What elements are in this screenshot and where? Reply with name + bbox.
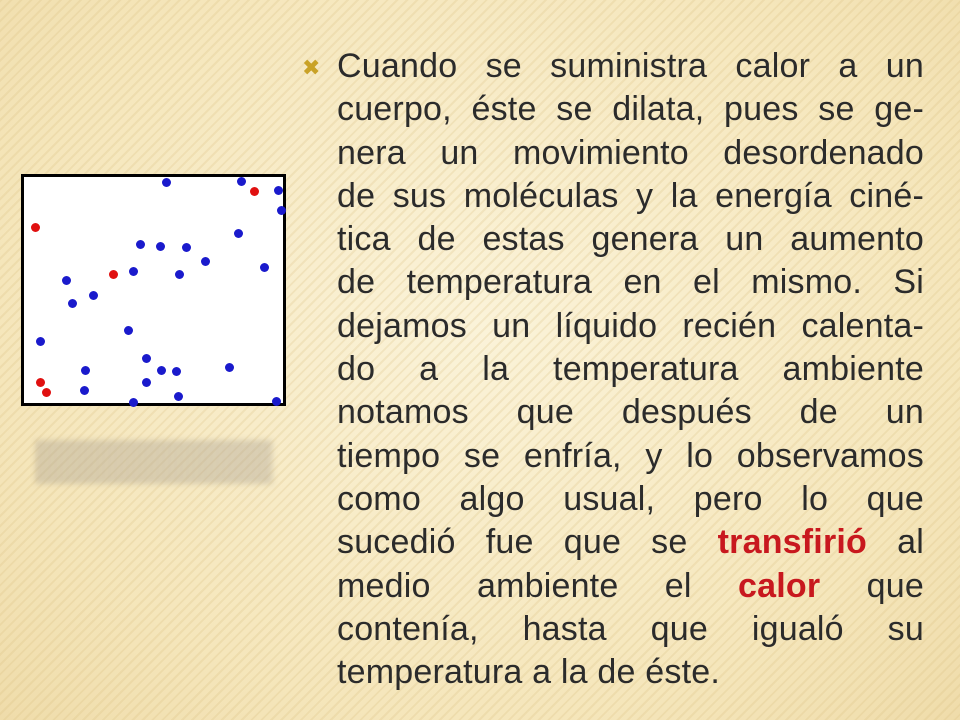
paragraph-line: de sus moléculas y la energía ciné- (337, 176, 924, 215)
paragraph-line: cuerpo, éste se dilata, pues se ge- (337, 90, 924, 129)
cold-particle (80, 386, 89, 395)
cold-particle (234, 229, 243, 238)
simulation-reflection (36, 440, 272, 484)
cold-particle (274, 186, 283, 195)
cold-particle (142, 354, 151, 363)
cold-particle (89, 291, 98, 300)
hot-particle (36, 378, 45, 387)
paragraph-line: tiempo se enfría, y lo observamos (337, 436, 924, 475)
cold-particle (237, 177, 246, 186)
cold-particle (81, 366, 90, 375)
paragraph-line: dejamos un líquido recién calenta- (337, 306, 924, 345)
cold-particle (172, 367, 181, 376)
paragraph-line: como algo usual, pero lo que (337, 479, 924, 518)
paragraph-line: tica de estas genera un aumento (337, 220, 924, 259)
cold-particle (157, 366, 166, 375)
cold-particle (162, 178, 171, 187)
paragraph-line: notamos que después de un (337, 393, 924, 432)
cold-particle (260, 263, 269, 272)
cold-particle (136, 240, 145, 249)
text-segment: medio ambiente el (337, 566, 739, 605)
cold-particle (201, 257, 210, 266)
cold-particle (36, 337, 45, 346)
paragraph-line: Cuando se suministra calor a un (337, 47, 924, 85)
paragraph-line: de temperatura en el mismo. Si (337, 263, 924, 302)
paragraph-line-highlight-2 (337, 565, 924, 608)
highlight-calor: calor (738, 566, 821, 605)
paragraph (337, 45, 924, 694)
cold-particle (277, 206, 286, 215)
cold-particle (175, 270, 184, 279)
cold-particle (129, 398, 138, 407)
hot-particle (250, 187, 259, 196)
cold-particle (225, 363, 234, 372)
paragraph-line: do a la temperatura ambiente (337, 350, 924, 389)
particle-simulation-box (21, 174, 286, 406)
text-segment: que (820, 566, 924, 605)
hot-particle (31, 223, 40, 232)
text-segment: sucedió fue que se (337, 523, 718, 562)
cold-particle (174, 392, 183, 401)
paragraph-line: temperatura a la de éste. (337, 653, 721, 692)
paragraph-line: nera un movimiento desordenado (337, 133, 924, 172)
paragraph-line: contenía, hasta que igualó su (337, 609, 924, 648)
paragraph-line-highlight-1 (337, 521, 924, 564)
x-mark-bullet-icon: ✖ (302, 56, 321, 81)
cold-particle (124, 326, 133, 335)
hot-particle (109, 270, 118, 279)
cold-particle (142, 378, 151, 387)
text-segment: al (867, 523, 924, 562)
cold-particle (62, 276, 71, 285)
hot-particle (42, 388, 51, 397)
highlight-transfirio: transfirió (717, 523, 867, 562)
cold-particle (68, 299, 77, 308)
cold-particle (272, 397, 281, 406)
cold-particle (129, 267, 138, 276)
cold-particle (156, 242, 165, 251)
cold-particle (182, 243, 191, 252)
